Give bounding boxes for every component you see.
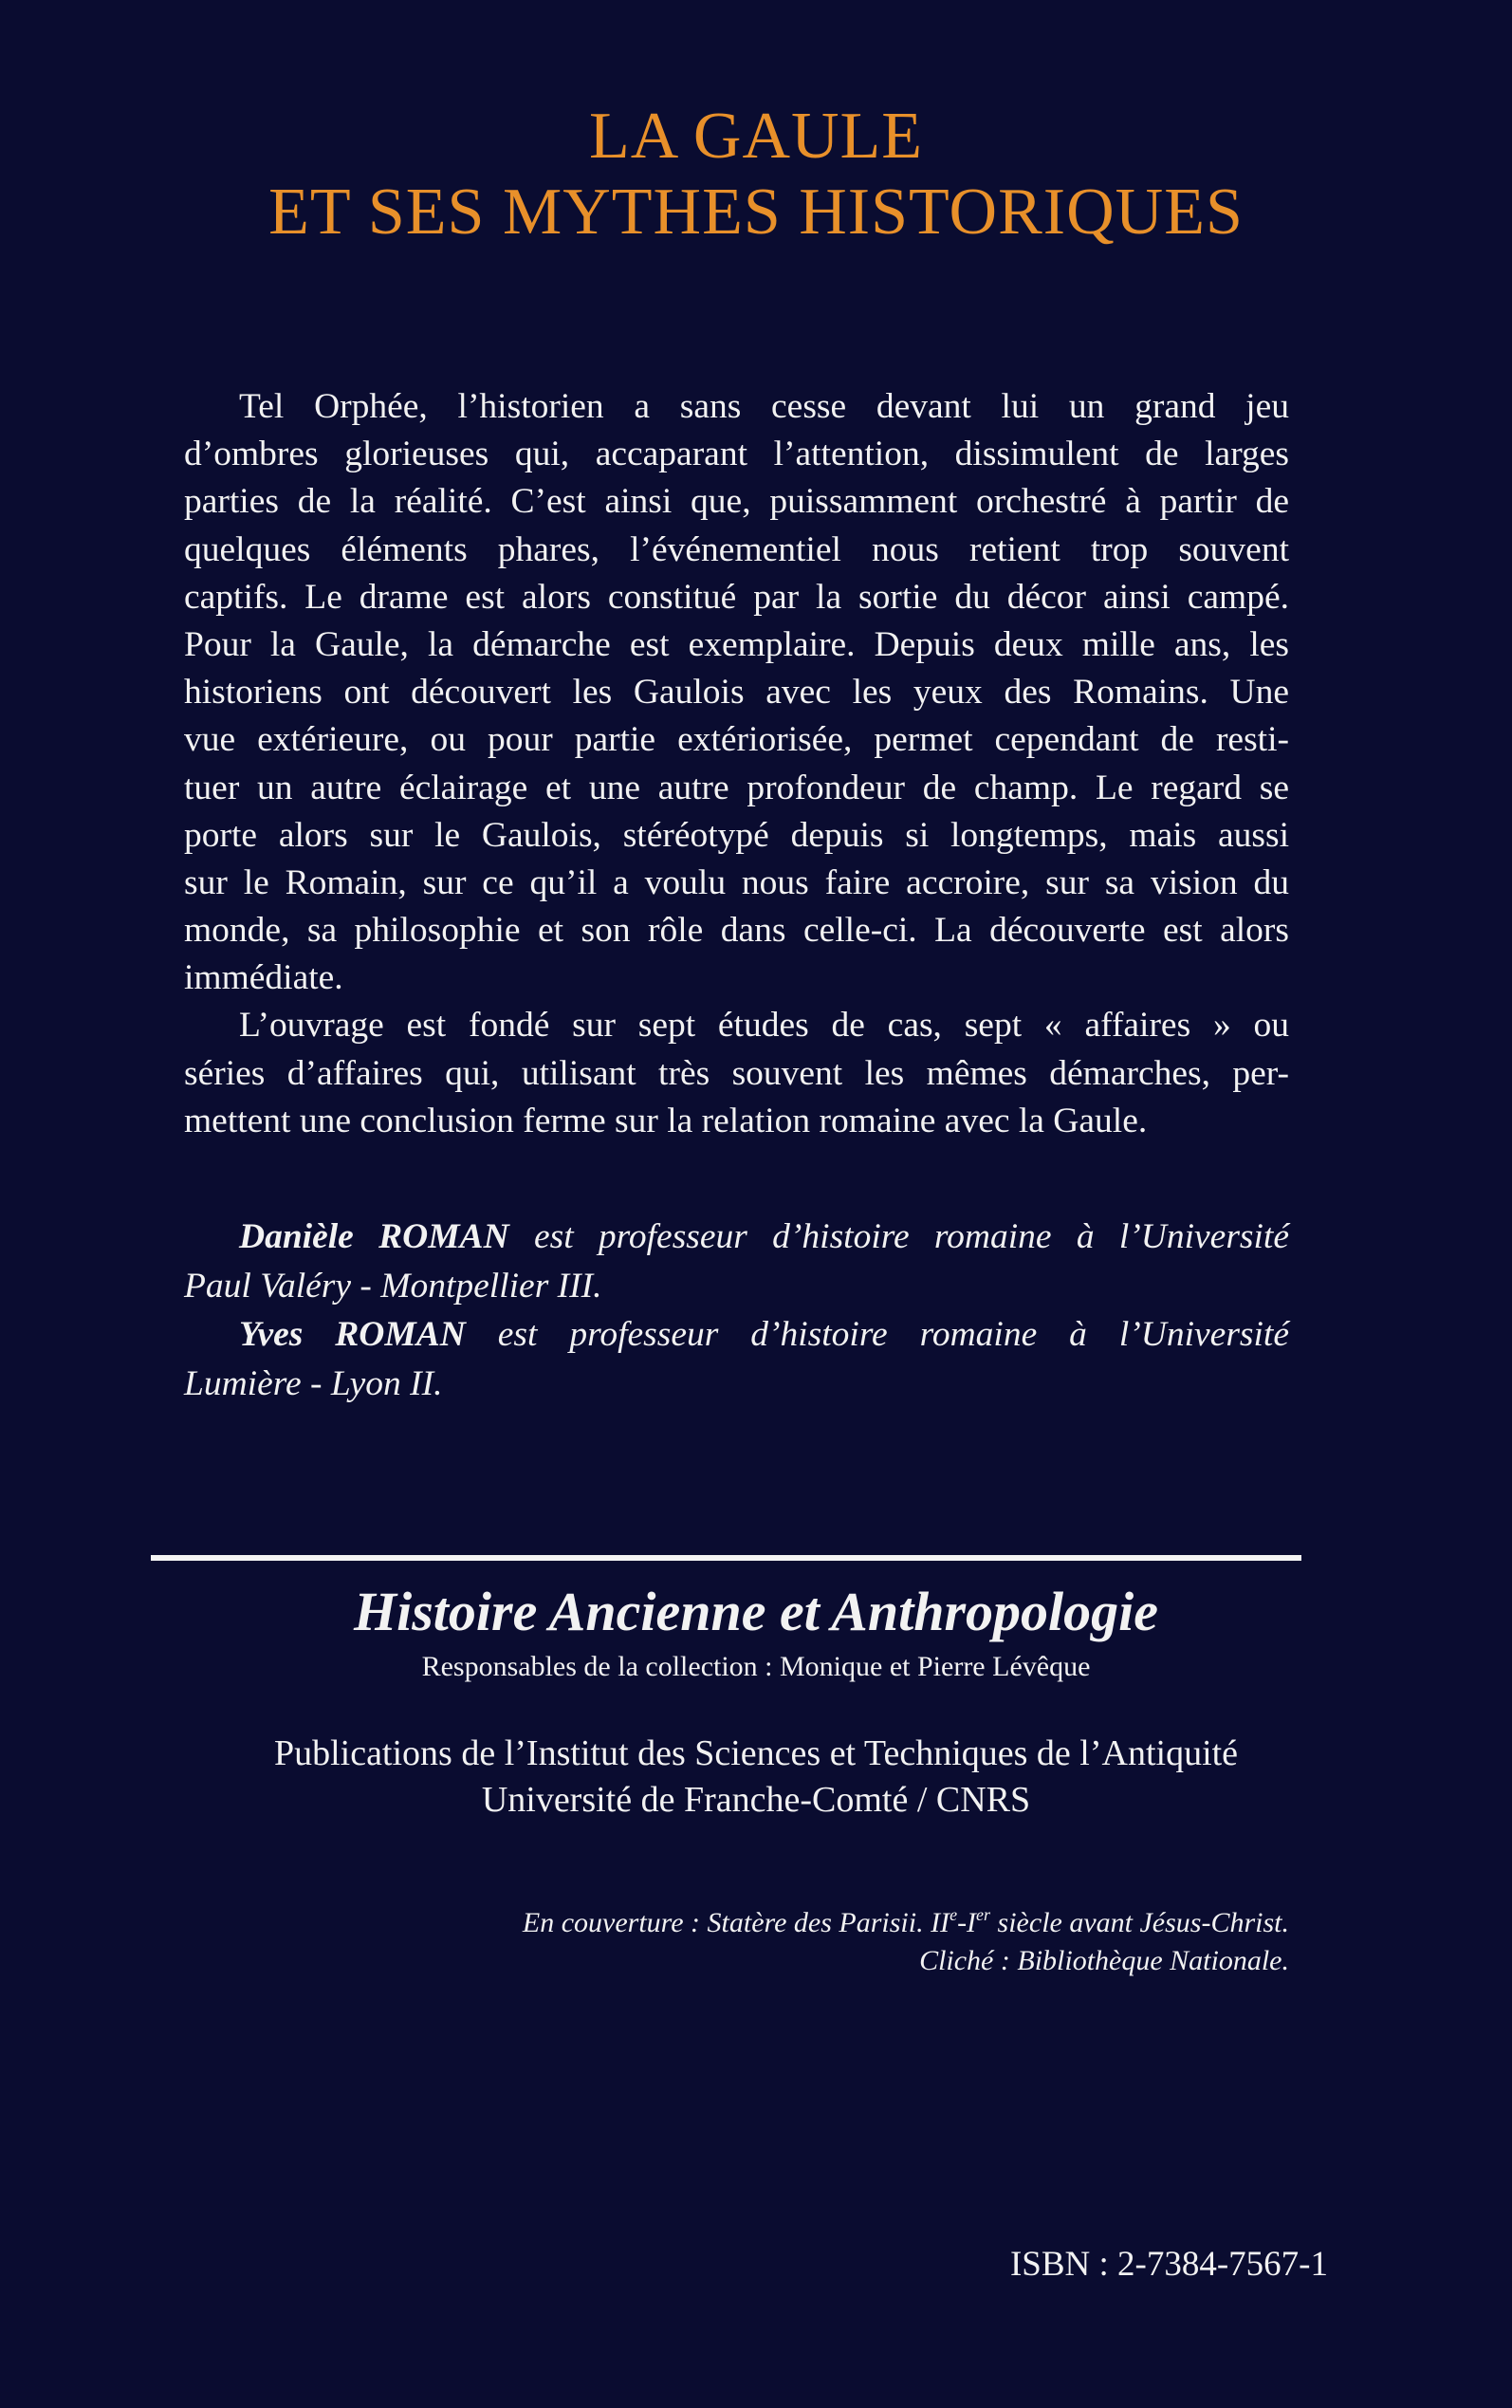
- divider: [151, 1555, 1301, 1561]
- cover-credit-text: -I: [957, 1907, 977, 1938]
- book-title-line-2: ET SES MYTHES HISTORIQUES: [268, 176, 1244, 249]
- cover-credit-text: En couverture : Statère des Parisii. II: [522, 1907, 950, 1938]
- blurb-line: séries d’affaires qui, utilisant très souvent les mêmes démarches, per-: [184, 1053, 1289, 1093]
- author-1-name: Danièle ROMAN: [239, 1217, 509, 1256]
- author-1-line-1: [184, 1213, 1289, 1262]
- superscript: er: [976, 1905, 991, 1924]
- blurb-line: d’ombres glorieuses qui, accaparant l’attention, dissimulent de larges: [184, 435, 1289, 474]
- blurb-line: parties de la réalité. C’est ainsi que, puissamment orchestré à partir de: [184, 482, 1289, 522]
- author-2-line-1: [184, 1310, 1289, 1360]
- blurb-line: sur le Romain, sur ce qu’il a voulu nous faire accroire, sur sa vision du: [184, 862, 1289, 902]
- blurb-line: historiens ont découvert les Gaulois avec les yeux des Romains. Une: [184, 673, 1289, 713]
- book-title-line-1: LA GAULE: [588, 100, 924, 173]
- blurb-line: tuer un autre éclairage et une autre profondeur de champ. Le regard se: [184, 768, 1289, 807]
- superscript: e: [950, 1905, 958, 1924]
- author-2-line-2: Lumière - Lyon II.: [184, 1363, 443, 1403]
- cover-credit-line-2: Cliché : Bibliothèque Nationale.: [919, 1945, 1289, 1976]
- blurb-line: vue extérieure, ou pour partie extériorisée, permet cependant de resti-: [184, 720, 1289, 760]
- cover-credit-text: siècle avant Jésus-Christ.: [990, 1907, 1289, 1938]
- cover-credit-line-1: [523, 1905, 1289, 1939]
- blurb-line: porte alors sur le Gaulois, stéréotypé depuis si longtemps, mais aussi: [184, 815, 1289, 855]
- blurb-line: quelques éléments phares, l’événementiel nous retient trop souvent: [184, 529, 1289, 569]
- isbn: ISBN : 2-7384-7567-1: [1009, 2245, 1328, 2284]
- blurb-line: Pour la Gaule, la démarche est exemplaire. Depuis deux mille ans, les: [184, 624, 1289, 664]
- publisher-line-1: Publications de l’Institut des Sciences et Techniques de l’Antiquité: [273, 1733, 1239, 1773]
- collection-name: Histoire Ancienne et Anthropologie: [353, 1581, 1159, 1642]
- blurb-line: Tel Orphée, l’historien a sans cesse devant lui un grand jeu: [239, 387, 1289, 426]
- blurb-line: immédiate.: [184, 958, 343, 998]
- blurb: [184, 383, 1289, 1145]
- author-1-desc: est professeur d’histoire romaine à l’Université: [533, 1217, 1289, 1256]
- author-1-line-2: Paul Valéry - Montpellier III.: [184, 1266, 602, 1306]
- author-notes: [184, 1213, 1289, 1408]
- blurb-line: mettent une conclusion ferme sur la relation romaine avec la Gaule.: [184, 1101, 1148, 1140]
- blurb-line: captifs. Le drame est alors constitué par la sortie du décor ainsi campé.: [184, 577, 1289, 617]
- blurb-line: monde, sa philosophie et son rôle dans celle-ci. La découverte est alors: [184, 911, 1289, 951]
- publisher-line-2: Université de Franche-Comté / CNRS: [481, 1780, 1031, 1820]
- author-2-name: Yves ROMAN: [239, 1315, 466, 1354]
- collection-editors: Responsables de la collection : Monique et Pierre Lévêque: [421, 1651, 1091, 1682]
- author-2-desc: est professeur d’histoire romaine à l’Université: [497, 1315, 1289, 1354]
- blurb-line: L’ouvrage est fondé sur sept études de cas, sept « affaires » ou: [239, 1006, 1289, 1046]
